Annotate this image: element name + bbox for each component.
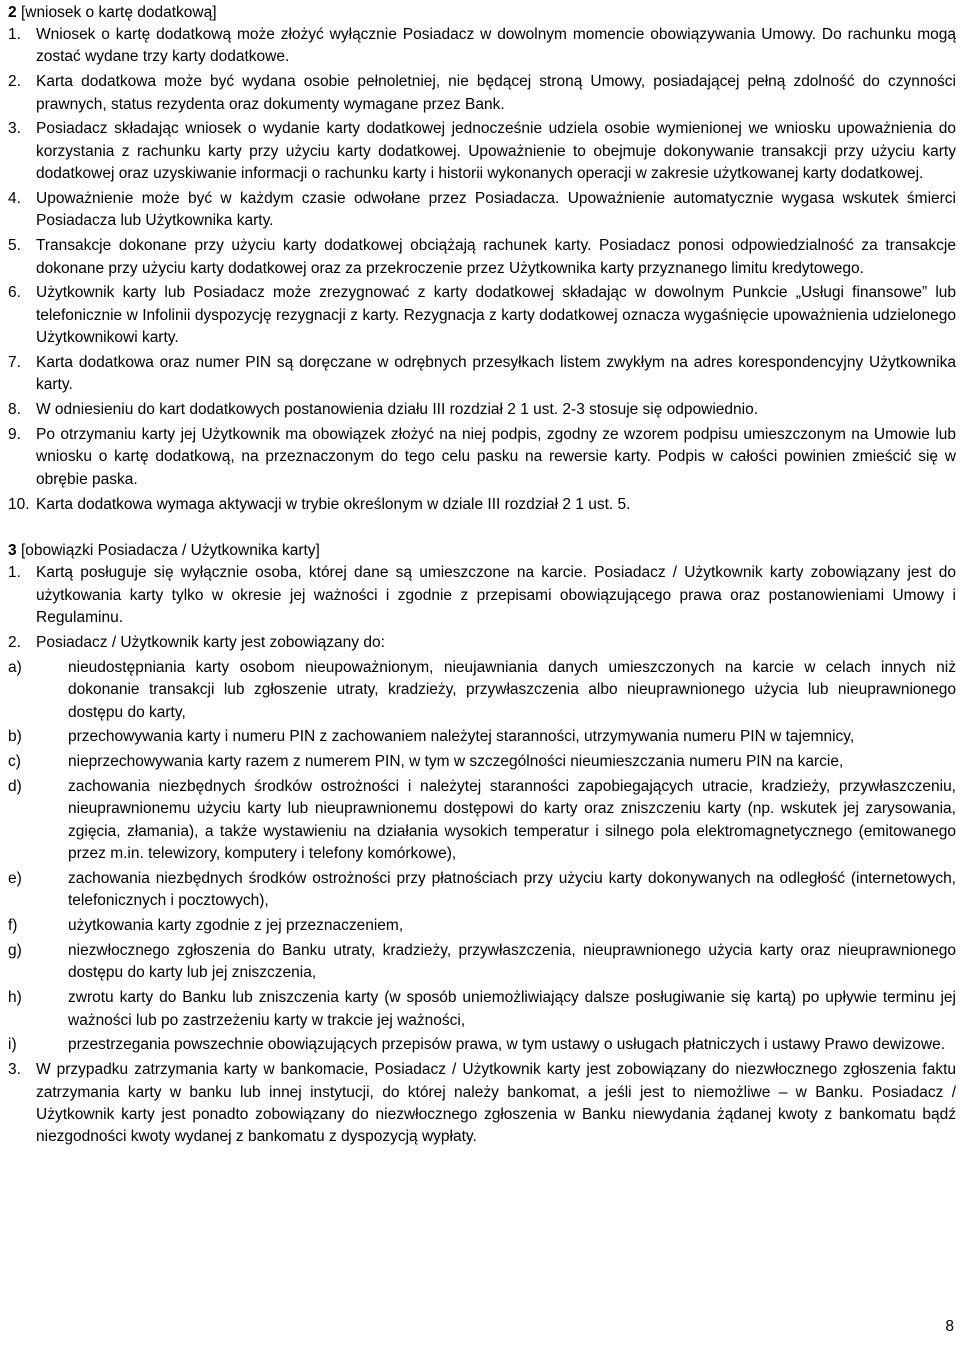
sublist-item xyxy=(8,751,956,773)
sublist-item xyxy=(8,726,956,748)
section-2-list xyxy=(8,24,956,516)
sublist-item-text: nieudostępniania karty osobom nieupoważnionym, nieujawniania danych umieszczonych na karcie w celach innych niż dokonanie transakcji lub zgłoszenie utraty, kradzieży, przywłaszczenia albo nieuprawnionego użycia lub nieuprawnionego dostępu do karty, xyxy=(68,658,956,721)
list-item xyxy=(8,24,956,69)
list-item-number: 2. xyxy=(8,73,21,91)
list-item xyxy=(8,399,956,421)
section-3-title: [obowiązki Posiadacza / Użytkownika karty] xyxy=(20,542,320,560)
list-item-text: Transakcje dokonane przy użyciu karty dodatkowej obciążają rachunek karty. Posiadacz ponosi odpowiedzialność za transakcje dokonane przy użyciu karty dodatkowej oraz za przekroczenie przez Użytkownika karty przyznanego limitu kredytowego. xyxy=(36,237,956,277)
list-item-number: 2. xyxy=(8,634,21,652)
section-divider xyxy=(8,518,956,538)
section-2-heading xyxy=(8,2,956,24)
document-page xyxy=(8,0,956,1151)
sublist-item-letter: i) xyxy=(8,1036,17,1054)
list-item xyxy=(8,188,956,233)
sublist-item xyxy=(8,987,956,1032)
sublist-item-letter: h) xyxy=(8,989,22,1007)
section-2-title: [wniosek o kartę dodatkową] xyxy=(20,4,217,21)
sublist-item-text: użytkowania karty zgodnie z jej przeznaczeniem, xyxy=(68,917,404,935)
list-item-number: 6. xyxy=(8,284,21,302)
sublist-item-letter: b) xyxy=(8,728,22,746)
list-item-text: Kartą posługuje się wyłącznie osoba, której dane są umieszczone na karcie. Posiadacz / Użytkownik karty zobowiązany jest do użytkowania karty tylko w okresie jej ważności i zgodnie z przepisami obowiązującego prawa oraz postanowieniami Umowy i Regulaminu. xyxy=(36,564,956,627)
list-item-number: 1. xyxy=(8,564,21,582)
sublist-item xyxy=(8,940,956,985)
sublist-item-letter: f) xyxy=(8,917,18,935)
page-number: 8 xyxy=(945,1318,954,1335)
list-item-text: Użytkownik karty lub Posiadacz może zrezygnować z karty dodatkowej składając w dowolnym Punkcie „Usługi finansowe” lub telefonicznie w Infolinii dyspozycję rezygnacji z karty. Rezygnacja z karty dodatkowej oznacza wygaśnięcie upoważnienia udzielonego Użytkownikowi karty. xyxy=(36,284,956,347)
obligations-sublist xyxy=(8,657,956,1057)
sublist-item-text: zachowania niezbędnych środków ostrożności i należytej staranności zapobiegających utracie, kradzieży, przywłaszczeniu, nieuprawnionemu użyciu karty lub nieuprawnionemu dostępowi do karty oraz zniszczeniu karty (np. wskutek jej zarysowania, zgięcia, złamania), a także wystawieniu na działania wysokich temperatur i silnego pola elektromagnetycznego (emitowanego przez m.in. telewizory, komputery i telefony komórkowe), xyxy=(68,778,956,863)
sublist-item-letter: g) xyxy=(8,942,22,960)
sublist-item-text: przechowywania karty i numeru PIN z zachowaniem należytej staranności, utrzymywania numeru PIN w tajemnicy, xyxy=(68,728,855,746)
section-3-list xyxy=(8,562,956,1148)
list-item-number: 5. xyxy=(8,237,21,255)
list-item-text: Posiadacz / Użytkownik karty jest zobowiązany do: xyxy=(36,634,385,652)
list-item-number: 4. xyxy=(8,190,21,208)
list-item-text: Karta dodatkowa może być wydana osobie pełnoletniej, nie będącej stroną Umowy, posiadającej pełną zdolność do czynności prawnych, status rezydenta oraz dokumenty wymagane przez Bank. xyxy=(36,73,956,113)
list-item xyxy=(8,494,956,516)
sublist-item xyxy=(8,868,956,913)
list-item-text: Posiadacz składając wniosek o wydanie karty dodatkowej jednocześnie udziela osobie wymienionej we wniosku upoważnienia do korzystania z rachunku karty przy użyciu karty dodatkowej. Upoważnienie to obejmuje dokonywanie transakcji przy użyciu karty dodatkowej oraz uzyskiwanie informacji o rachunku karty i historii wykonanych operacji w zakresie użytkowanej karty dodatkowej. xyxy=(36,120,956,183)
list-item-text: W odniesieniu do kart dodatkowych postanowienia działu III rozdział 2 1 ust. 2-3 stosuje się odpowiednio. xyxy=(36,401,759,419)
list-item xyxy=(8,1059,956,1149)
list-item-text: Wniosek o kartę dodatkową może złożyć wyłącznie Posiadacz w dowolnym momencie obowiązywania Umowy. Do rachunku mogą zostać wydane trzy karty dodatkowe. xyxy=(36,26,956,66)
list-item-text: Upoważnienie może być w każdym czasie odwołane przez Posiadacza. Upoważnienie automatycznie wygasa wskutek śmierci Posiadacza lub Użytkownika karty. xyxy=(36,190,956,230)
list-item-text: Po otrzymaniu karty jej Użytkownik ma obowiązek złożyć na niej podpis, zgodny ze wzorem podpisu umieszczonym na Umowie lub wniosku o kartę dodatkową, na przeznaczonym do tego celu pasku na rewersie karty. Podpis w całości powinien zmieścić się w obrębie paska. xyxy=(36,426,956,488)
sublist-item xyxy=(8,657,956,724)
list-item xyxy=(8,71,956,116)
sublist-item xyxy=(8,915,956,937)
list-item-number: 8. xyxy=(8,401,21,419)
list-item-number: 1. xyxy=(8,26,21,43)
sublist-item-letter: e) xyxy=(8,870,22,888)
list-item xyxy=(8,282,956,349)
sublist-item xyxy=(8,1034,956,1056)
sublist-item-text: zwrotu karty do Banku lub zniszczenia karty (w sposób uniemożliwiający dalsze posługiwanie się kartą) po upływie terminu jej ważności lub po zastrzeżeniu karty w trakcie jej ważności, xyxy=(68,989,956,1029)
sublist-item-letter: c) xyxy=(8,753,21,771)
list-item xyxy=(8,352,956,397)
sublist-item-text: nieprzechowywania karty razem z numerem PIN, w tym w szczególności nieumieszczania numeru PIN na karcie, xyxy=(68,753,844,771)
sublist-item-text: niezwłocznego zgłoszenia do Banku utraty, kradzieży, przywłaszczenia, nieuprawnionego użycia karty oraz nieuprawnionego dostępu do karty lub jej zniszczenia, xyxy=(68,942,956,982)
list-item xyxy=(8,424,956,491)
sublist-item-letter: a) xyxy=(8,658,22,676)
list-item xyxy=(8,235,956,280)
section-3-heading xyxy=(8,540,956,562)
sublist-item-text: zachowania niezbędnych środków ostrożności przy płatnościach przy użyciu karty dokonywanych na odległość (internetowych, telefonicznych i pocztowych), xyxy=(68,870,956,910)
list-item-number: 7. xyxy=(8,354,21,372)
list-item-number: 9. xyxy=(8,426,21,444)
list-item xyxy=(8,562,956,629)
list-item-text: W przypadku zatrzymania karty w bankomacie, Posiadacz / Użytkownik karty jest zobowiązany do niezwłocznego zgłoszenia faktu zatrzymania karty w banku lub innej instytucji, do której należy bankomat, a jeśli jest to niemożliwe – w Banku. Posiadacz / Użytkownik karty jest ponadto zobowiązany do niezwłocznego zgłoszenia w Banku niewydania żądanej kwoty z bankomatu bądź niezgodności kwoty wydanej z bankomatu z dyspozycją wypłaty. xyxy=(36,1061,956,1146)
section-2-number: 2 xyxy=(8,4,17,21)
list-item xyxy=(8,632,956,654)
list-item-number: 3. xyxy=(8,120,21,138)
sublist-item xyxy=(8,776,956,866)
sublist-item-text: przestrzegania powszechnie obowiązujących przepisów prawa, w tym ustawy o usługach płatniczych i ustawy Prawo dewizowe. xyxy=(68,1036,946,1054)
sublist-item-letter: d) xyxy=(8,778,22,796)
section-3-number: 3 xyxy=(8,542,17,560)
list-item-text: Karta dodatkowa wymaga aktywacji w trybie określonym w dziale III rozdział 2 1 ust. 5. xyxy=(36,495,631,513)
list-item-number: 10. xyxy=(8,495,30,513)
list-item-number: 3. xyxy=(8,1061,21,1079)
list-item xyxy=(8,118,956,185)
list-item-text: Karta dodatkowa oraz numer PIN są doręczane w odrębnych przesyłkach listem zwykłym na adres korespondencyjny Użytkownika karty. xyxy=(36,354,956,394)
